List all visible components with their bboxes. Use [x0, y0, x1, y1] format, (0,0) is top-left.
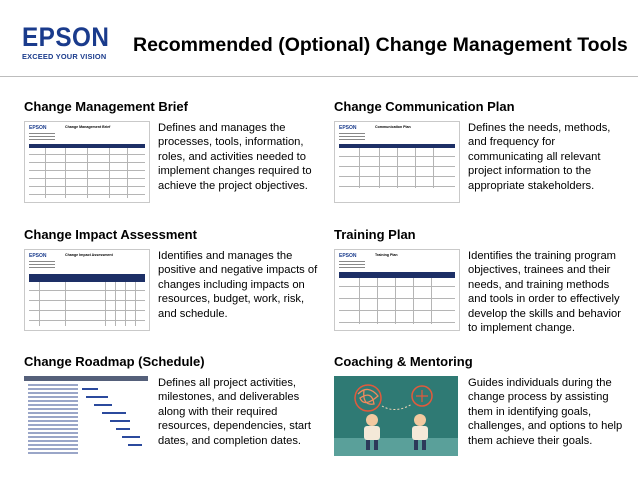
tool-heading: Change Roadmap (Schedule)	[24, 354, 205, 369]
epson-logo	[22, 24, 122, 61]
tool-training-plan	[334, 227, 634, 337]
thumbnail-logo: EPSON	[29, 253, 47, 259]
mentor-illustration-icon	[334, 376, 458, 456]
document-thumbnail	[24, 121, 150, 203]
thumbnail-title: Change Impact Assessment	[65, 253, 113, 257]
thumbnail-title: Training Plan	[375, 253, 398, 257]
tool-heading: Change Communication Plan	[334, 99, 515, 114]
tool-description: Identifies and manages the positive and negative impacts of changes including impacts on resources, budget, work, risk, and schedule.	[158, 250, 318, 320]
tool-change-management-brief	[24, 99, 324, 209]
header-divider	[0, 76, 638, 77]
tool-description: Identifies the training program objectives, trainees and their needs, and training methods and tools in order to effectively develop the skills and behavior to implement change.	[468, 250, 621, 335]
page-title: Recommended (Optional) Change Management Tools	[133, 34, 628, 56]
logo-wordmark: EPSON	[22, 22, 110, 52]
gantt-thumbnail	[24, 376, 148, 456]
thumbnail-title: Change Management Brief	[65, 125, 111, 129]
tool-change-impact-assessment	[24, 227, 324, 337]
tool-description: Defines and manages the processes, tools, information, roles, and activities needed to implement changes required to achieve the project objectives.	[158, 122, 312, 192]
thumbnail-logo: EPSON	[339, 125, 357, 131]
tool-change-roadmap	[24, 354, 324, 464]
thumbnail-logo: EPSON	[29, 125, 47, 131]
thumbnail-title: Communication Plan	[375, 125, 411, 129]
thumbnail-header-bar	[29, 274, 145, 282]
tool-coaching-mentoring	[334, 354, 634, 464]
tool-description: Guides individuals during the change process by assisting them in identifying goals, challenges, and options to help them achieve their goals.	[468, 377, 623, 447]
thumbnail-meta	[29, 133, 59, 142]
tool-change-communication-plan	[334, 99, 634, 209]
thumbnail-logo: EPSON	[339, 253, 357, 259]
document-thumbnail	[334, 121, 460, 203]
document-thumbnail	[24, 249, 150, 331]
tool-heading: Change Impact Assessment	[24, 227, 197, 242]
thumbnail-header-bar	[339, 272, 455, 278]
tool-heading: Training Plan	[334, 227, 416, 242]
coaching-illustration	[334, 376, 458, 456]
tool-heading: Change Management Brief	[24, 99, 188, 114]
thumbnail-meta	[339, 133, 369, 142]
logo-tagline: EXCEED YOUR VISION	[22, 52, 107, 61]
thumbnail-meta	[29, 261, 59, 270]
tool-description: Defines the needs, methods, and frequency for communicating all relevant project information to the appropriate stakeholders.	[468, 122, 611, 192]
thumbnail-meta	[339, 261, 369, 270]
tool-description: Defines all project activities, milestones, and deliverables along with their required resources, dependencies, start dates, and completion dates.	[158, 377, 311, 447]
tool-heading: Coaching & Mentoring	[334, 354, 473, 369]
document-thumbnail	[334, 249, 460, 331]
